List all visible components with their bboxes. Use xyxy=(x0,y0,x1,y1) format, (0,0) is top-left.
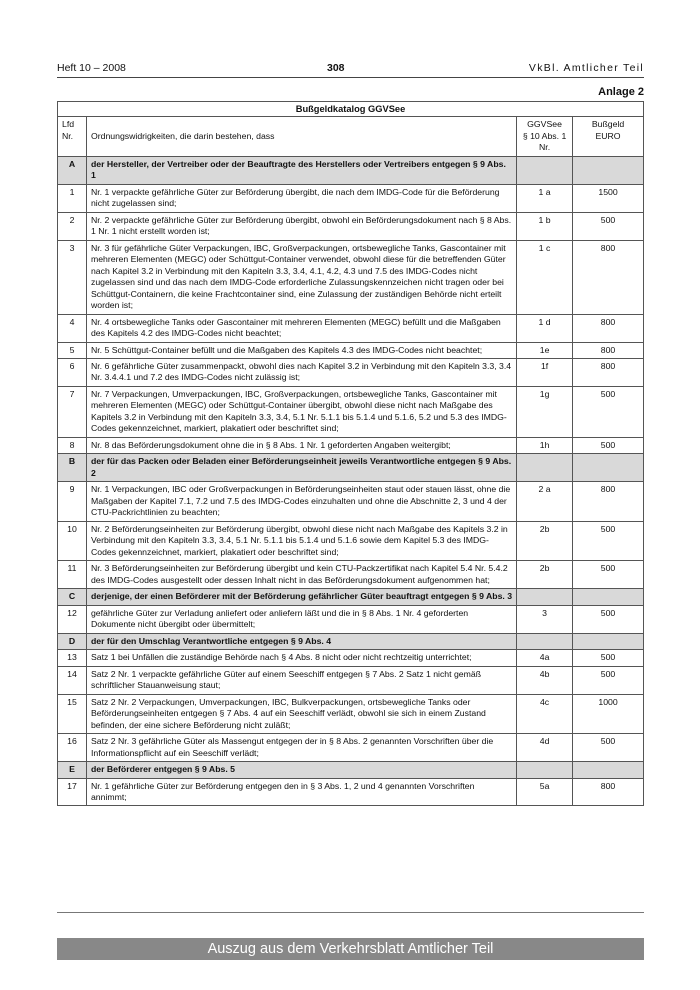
row-fine: 500 xyxy=(573,605,644,633)
row-description: Satz 2 Nr. 2 Verpackungen, Umverpackungen, IBC, Bulkverpackungen, ortsbewegliche Tanks oder Beförderungseinheiten entgegen § 7 Abs. 4 auf ein Seeschiff verlädt, obwohl sie sich in einem Zustand befinden, der eine sichere Beförderung nicht zuläßt; xyxy=(86,694,516,733)
table-row xyxy=(58,358,644,386)
row-description: Nr. 8 das Beförderungsdokument ohne die in § 8 Abs. 1 Nr. 1 geforderten Angaben weitergibt; xyxy=(86,437,516,453)
row-number: 8 xyxy=(58,437,87,453)
table-row xyxy=(58,342,644,358)
table-row xyxy=(58,212,644,240)
table-row xyxy=(58,561,644,589)
row-ref-blank xyxy=(517,454,573,482)
row-number: C xyxy=(58,589,87,605)
row-ref-blank xyxy=(517,633,573,649)
row-number: A xyxy=(58,156,87,184)
table-row xyxy=(58,437,644,453)
row-ref: 4d xyxy=(517,734,573,762)
table-row xyxy=(58,184,644,212)
row-ref: 4b xyxy=(517,666,573,694)
row-description: Nr. 3 Beförderungseinheiten zur Beförderung übergibt und kein CTU-Packzertifikat nach Kapitel 5.4 Nr. 5.4.2 des IMDG-Codes ausgestellt oder dessen Inhalt nicht in das Beförderungsdokument aufgenommen hat; xyxy=(86,561,516,589)
row-number: 12 xyxy=(58,605,87,633)
row-ref-blank xyxy=(517,762,573,778)
row-description: Nr. 1 gefährliche Güter zur Beförderung entgegen den in § 3 Abs. 1, 2 und 4 genannten Vorschriften annimmt; xyxy=(86,778,516,806)
column-header-row xyxy=(58,117,644,156)
row-ref: 2 a xyxy=(517,482,573,521)
row-description: der für das Packen oder Beladen einer Beförderungseinheit jeweils Verantwortliche entgegen § 9 Abs. 2 xyxy=(86,454,516,482)
row-description: Nr. 4 ortsbewegliche Tanks oder Gascontainer mit mehreren Elementen (MEGC) befüllt und die Maßgaben des Kapitels 4.2 des IMDG-Codes nicht beachtet; xyxy=(86,314,516,342)
row-number: 17 xyxy=(58,778,87,806)
row-number: 11 xyxy=(58,561,87,589)
row-ref: 1g xyxy=(517,386,573,437)
row-ref: 1 b xyxy=(517,212,573,240)
row-number: D xyxy=(58,633,87,649)
row-ref-blank xyxy=(517,156,573,184)
row-description: der Hersteller, der Vertreiber oder der Beauftragte des Herstellers oder Vertreibers entgegen § 9 Abs. 1 xyxy=(86,156,516,184)
row-fine: 500 xyxy=(573,650,644,666)
section-row xyxy=(58,589,644,605)
row-description: Nr. 7 Verpackungen, Umverpackungen, IBC, Großverpackungen, ortsbewegliche Tanks, Gascontainer mit mehreren Elementen (MEGC) oder Schüttgut-Container übergibt, obwohl diese nicht nach Maßgabe des Kapitels 3.2 in Verbindung mit den Kapiteln 3.3, 3.4, 5.1 Nr. 5.1.1 bis 5.1.4 und 5.1.6, 5.2 und 5.3 des IMDG-Codes gekennzeichnet, markiert, plakatiert oder beschriftet sind; xyxy=(86,386,516,437)
table-row xyxy=(58,605,644,633)
table-row xyxy=(58,386,644,437)
row-fine-blank xyxy=(573,454,644,482)
row-number: E xyxy=(58,762,87,778)
row-description: der Beförderer entgegen § 9 Abs. 5 xyxy=(86,762,516,778)
page-number: 308 xyxy=(327,62,345,74)
row-description: Nr. 3 für gefährliche Güter Verpackungen, IBC, Großverpackungen, ortsbewegliche Tanks, Gascontainer mit mehreren Elementen (MEGC) oder Schüttgut-Container verwendet, obwohl diese für die betreffenden Güter nach Kapitel 3.2 in Verbindung mit den Kapiteln 3.3, 3.4, 4.1, 4.2, 4.3 und 7.5 des IMDG-Codes nicht zugelassen sind und das nach dem IMDG-Code erforderliche Zulassungskennzeichen nicht tragen oder bei Schüttgut-Containern, die keine Frachtcontainer sind, eine Zulassung der zuständigen Behörde nicht erteilt worden ist; xyxy=(86,240,516,314)
fine-catalog-table xyxy=(57,101,644,806)
row-fine: 1500 xyxy=(573,184,644,212)
header-rule xyxy=(57,77,644,78)
section-row xyxy=(58,156,644,184)
table-row xyxy=(58,650,644,666)
row-number: 10 xyxy=(58,521,87,560)
row-ref: 2b xyxy=(517,561,573,589)
issue-label: Heft 10 – 2008 xyxy=(57,62,126,74)
row-number: 1 xyxy=(58,184,87,212)
row-fine: 500 xyxy=(573,386,644,437)
row-fine: 800 xyxy=(573,240,644,314)
row-fine: 500 xyxy=(573,561,644,589)
row-ref: 4c xyxy=(517,694,573,733)
row-number: 15 xyxy=(58,694,87,733)
row-description: Nr. 6 gefährliche Güter zusammenpackt, obwohl dies nach Kapitel 3.2 in Verbindung mit den Kapiteln 3.3, 3.4 Nr. 3.4.4.1 und 7.2 des IMDG-Codes nicht zulässig ist; xyxy=(86,358,516,386)
row-number: 16 xyxy=(58,734,87,762)
row-description: derjenige, der einen Beförderer mit der Beförderung gefährlicher Güter beauftragt entgegen § 9 Abs. 3 xyxy=(86,589,516,605)
row-description: Nr. 2 Beförderungseinheiten zur Beförderung übergibt, obwohl diese nicht nach Maßgabe des Kapitels 3.2 in Verbindung mit den Kapiteln 3.3, 3.4, 5.1 Nr. 5.1.1 bis 5.1.4 und 5.1.6 sowie dem Kapitel 5.3 des IMDG-Codes gekennzeichnet, markiert, plakatiert oder beschriftet sind; xyxy=(86,521,516,560)
page-header xyxy=(57,62,644,78)
footer-rule xyxy=(57,912,644,913)
row-ref: 2b xyxy=(517,521,573,560)
section-row xyxy=(58,633,644,649)
row-description: Nr. 1 verpackte gefährliche Güter zur Beförderung übergibt, die nach dem IMDG-Code für die Beförderung nicht zugelassen sind; xyxy=(86,184,516,212)
row-description: Satz 2 Nr. 3 gefährliche Güter als Massengut entgegen der in § 8 Abs. 2 genannten Vorschriften über die Informationspflicht auf ein Seeschiff verlädt; xyxy=(86,734,516,762)
row-ref: 1 a xyxy=(517,184,573,212)
row-fine: 1000 xyxy=(573,694,644,733)
row-fine: 500 xyxy=(573,437,644,453)
row-ref: 3 xyxy=(517,605,573,633)
row-description: der für den Umschlag Verantwortliche entgegen § 9 Abs. 4 xyxy=(86,633,516,649)
row-description: Satz 1 bei Unfällen die zuständige Behörde nach § 4 Abs. 8 nicht oder nicht rechtzeitig unterrichtet; xyxy=(86,650,516,666)
table-row xyxy=(58,666,644,694)
section-row xyxy=(58,454,644,482)
col-header-desc: Ordnungswidrigkeiten, die darin bestehen, dass xyxy=(86,117,516,156)
row-fine-blank xyxy=(573,156,644,184)
row-ref: 1h xyxy=(517,437,573,453)
row-description: Nr. 2 verpackte gefährliche Güter zur Beförderung übergibt, obwohl ein Beförderungsdokument nach § 8 Abs. 1 Nr. 1 nicht erstellt worden ist; xyxy=(86,212,516,240)
row-number: 14 xyxy=(58,666,87,694)
table-row xyxy=(58,734,644,762)
row-number: B xyxy=(58,454,87,482)
publication-label: VkBl. Amtlicher Teil xyxy=(528,62,644,74)
row-number: 5 xyxy=(58,342,87,358)
row-description: Nr. 1 Verpackungen, IBC oder Großverpackungen in Beförderungseinheiten staut oder stauen lässt, ohne die Maßgaben der Kapitel 7.1, 7.2 und 7.5 des IMDG-Codes einzuhalten und ohne die Abschnitte 2, 3 und 4 der CTU-Packrichtlinien zu beachten; xyxy=(86,482,516,521)
row-ref: 1f xyxy=(517,358,573,386)
row-ref: 5a xyxy=(517,778,573,806)
row-fine-blank xyxy=(573,633,644,649)
row-ref-blank xyxy=(517,589,573,605)
row-fine: 500 xyxy=(573,666,644,694)
row-fine-blank xyxy=(573,589,644,605)
annex-label: Anlage 2 xyxy=(598,86,644,98)
table-row xyxy=(58,521,644,560)
table-row xyxy=(58,778,644,806)
row-fine: 800 xyxy=(573,314,644,342)
table-title: Bußgeldkatalog GGVSee xyxy=(58,102,644,117)
row-ref: 1 d xyxy=(517,314,573,342)
row-description: Satz 2 Nr. 1 verpackte gefährliche Güter auf einem Seeschiff entgegen § 7 Abs. 2 Satz 1 nicht gemäß schriftlicher Stauanweisung staut; xyxy=(86,666,516,694)
row-fine: 800 xyxy=(573,342,644,358)
footer-banner: Auszug aus dem Verkehrsblatt Amtlicher Teil xyxy=(57,938,644,960)
table-row xyxy=(58,482,644,521)
section-row xyxy=(58,762,644,778)
row-fine: 800 xyxy=(573,482,644,521)
col-header-ref: GGVSee § 10 Abs. 1 Nr. xyxy=(517,117,573,156)
col-header-fine: Bußgeld EURO xyxy=(573,117,644,156)
row-fine-blank xyxy=(573,762,644,778)
table-row xyxy=(58,314,644,342)
table-row xyxy=(58,694,644,733)
row-number: 13 xyxy=(58,650,87,666)
row-fine: 500 xyxy=(573,521,644,560)
row-ref: 1e xyxy=(517,342,573,358)
row-fine: 500 xyxy=(573,734,644,762)
row-fine: 800 xyxy=(573,358,644,386)
row-description: gefährliche Güter zur Verladung anliefert oder anliefern läßt und die in § 8 Abs. 1 Nr. 4 geforderten Dokumente nicht übergibt oder übermittelt; xyxy=(86,605,516,633)
row-number: 2 xyxy=(58,212,87,240)
table-title-row xyxy=(58,102,644,117)
row-number: 6 xyxy=(58,358,87,386)
row-fine: 800 xyxy=(573,778,644,806)
row-number: 3 xyxy=(58,240,87,314)
col-header-lfd: Lfd Nr. xyxy=(58,117,87,156)
row-number: 9 xyxy=(58,482,87,521)
table-body xyxy=(58,156,644,806)
row-description: Nr. 5 Schüttgut-Container befüllt und die Maßgaben des Kapitels 4.3 des IMDG-Codes nicht beachtet; xyxy=(86,342,516,358)
row-ref: 4a xyxy=(517,650,573,666)
row-number: 7 xyxy=(58,386,87,437)
row-number: 4 xyxy=(58,314,87,342)
row-fine: 500 xyxy=(573,212,644,240)
row-ref: 1 c xyxy=(517,240,573,314)
table-row xyxy=(58,240,644,314)
